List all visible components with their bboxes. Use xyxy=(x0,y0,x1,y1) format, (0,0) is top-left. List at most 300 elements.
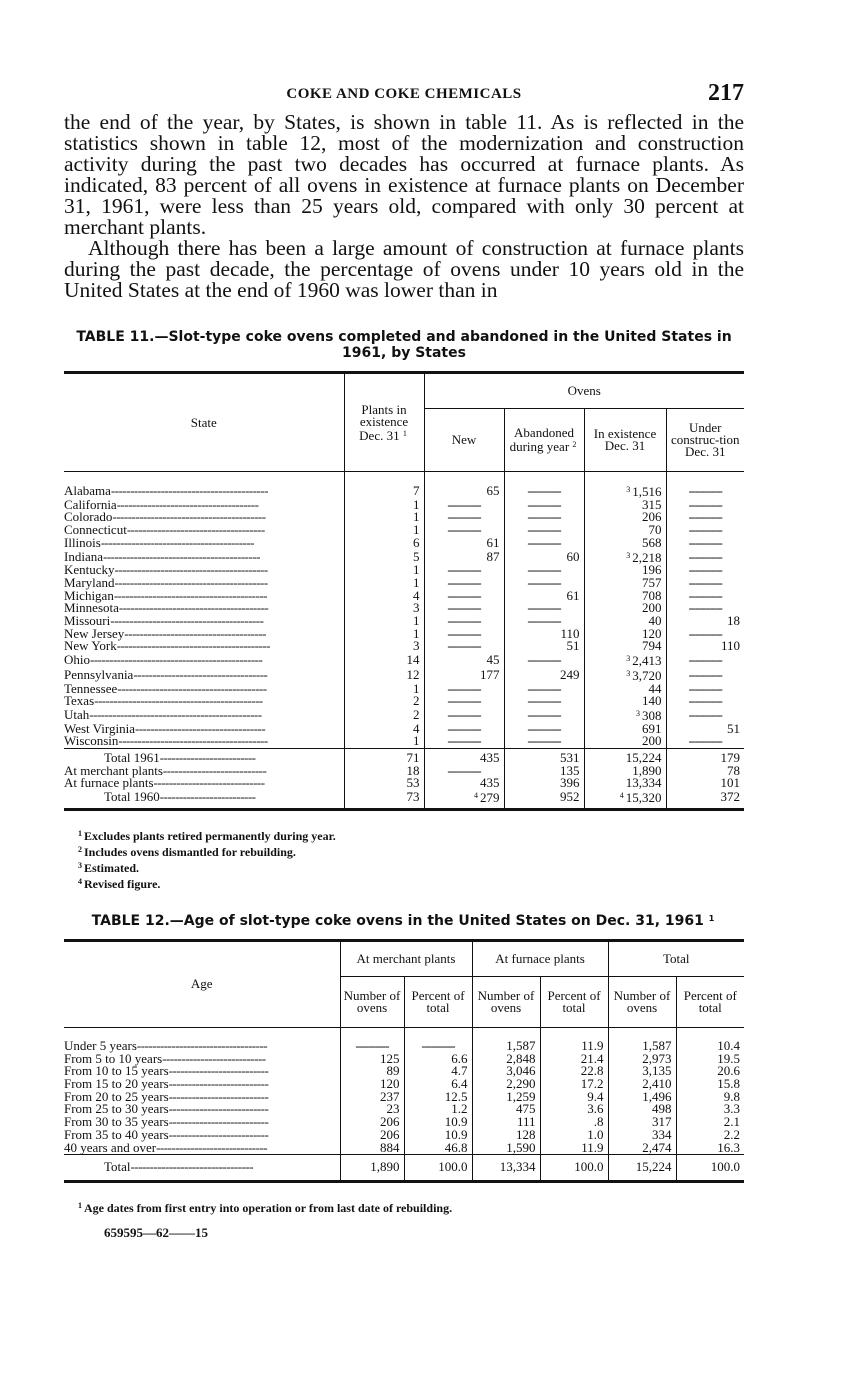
table-11-body xyxy=(64,472,744,749)
cell-f-pct: 11.9 xyxy=(540,1040,608,1053)
cell-existence-value: 757 xyxy=(642,574,662,590)
cell-m-num: 120 xyxy=(340,1078,404,1091)
cell-new: 435 xyxy=(424,749,504,765)
cell-existence-value: 206 xyxy=(642,509,662,525)
footnote-ref: 1 xyxy=(402,428,407,438)
leader-dots: ----------------------------------------- xyxy=(102,548,260,564)
cell-plants: 14 xyxy=(344,653,424,668)
leader-dots: ---------------------------------- xyxy=(136,1037,268,1053)
cell-new: ---------- xyxy=(424,765,504,778)
total-row xyxy=(64,790,744,809)
cell-f-num: 2,290 xyxy=(472,1078,540,1091)
cell-t-num: 15,224 xyxy=(608,1155,676,1182)
leader-dots: ----------------------------------------- xyxy=(110,483,268,498)
table-12-caption-text: TABLE 12.—Age of slot-type coke ovens in the United States on Dec. 31, 1961 xyxy=(91,912,704,929)
cell-new: ---------- xyxy=(424,524,504,537)
cell-new: ---------- xyxy=(424,511,504,524)
row-label-text: Illinois xyxy=(64,534,101,550)
cell-plants: 1 xyxy=(344,628,424,641)
cell-new: ---------- xyxy=(424,615,504,628)
row-label-text: Maryland xyxy=(64,574,115,590)
running-head xyxy=(64,78,744,112)
row-label-text: Texas xyxy=(64,693,95,709)
col-header-abandoned xyxy=(504,409,584,472)
cell-existence-value: 70 xyxy=(648,522,662,538)
cell-construction: ---------- xyxy=(666,537,744,550)
cell-construction: ---------- xyxy=(666,668,744,683)
footnote-ref: 3 xyxy=(636,708,640,718)
col-header-furnace: At furnace plants xyxy=(472,940,608,976)
cell-abandoned: ---------- xyxy=(504,735,584,748)
col-header-plants xyxy=(344,373,424,472)
table-12-body xyxy=(64,1027,744,1154)
cell-f-num: 475 xyxy=(472,1103,540,1116)
cell-construction: 372 xyxy=(666,790,744,809)
cell-new: ---------- xyxy=(424,723,504,736)
cell-abandoned: 60 xyxy=(504,550,584,565)
leader-dots: ------------------------- xyxy=(159,789,256,805)
cell-existence-value: 44 xyxy=(648,680,662,696)
cell-existence xyxy=(584,534,666,550)
cell-m-num: 206 xyxy=(340,1116,404,1129)
cell-abandoned: ---------- xyxy=(504,723,584,736)
cell-existence xyxy=(584,653,666,668)
leader-dots: ----------------------------- xyxy=(153,775,265,791)
cell-abandoned: ---------- xyxy=(504,499,584,512)
cell-plants: 18 xyxy=(344,765,424,778)
row-label-text: Connecticut xyxy=(64,522,127,538)
leader-dots: ------------------------------------ xyxy=(126,522,265,538)
footnote-ref: 3 xyxy=(626,550,631,560)
cell-new: ---------- xyxy=(424,499,504,512)
cell-plants: 5 xyxy=(344,550,424,565)
row-label-text: New Jersey xyxy=(64,625,125,641)
cell-abandoned: 61 xyxy=(504,590,584,603)
cell-t-pct: 2.2 xyxy=(676,1129,744,1142)
footnote-ref: 4 xyxy=(619,791,624,801)
footnote xyxy=(64,875,744,891)
cell-t-pct: 9.8 xyxy=(676,1091,744,1104)
row-label-text: Utah xyxy=(64,706,90,722)
cell-t-pct: 15.8 xyxy=(676,1078,744,1091)
cell-existence xyxy=(584,790,666,809)
leader-dots: ------------------------------------- xyxy=(124,625,266,641)
leader-dots: --------------------------------------- xyxy=(118,600,269,616)
cell-existence-value: 2,413 xyxy=(632,653,662,669)
row-label-text: New York xyxy=(64,638,117,654)
cell-new: ---------- xyxy=(424,564,504,577)
leader-dots: ------------------------------------- xyxy=(116,496,259,512)
leader-dots: ---------------------------------------- xyxy=(114,562,268,578)
cell-existence-value: 3,720 xyxy=(632,667,662,683)
col-header-number: Number of ovens xyxy=(472,976,540,1027)
cell-t-num: 334 xyxy=(608,1129,676,1142)
page-number: 217 xyxy=(708,80,744,106)
total-row xyxy=(64,1155,744,1182)
col-header-percent: Percent of total xyxy=(540,976,608,1027)
cell-plants: 3 xyxy=(344,602,424,615)
cell-construction: 179 xyxy=(666,749,744,765)
cell-plants: 7 xyxy=(344,484,424,499)
row-label-text: Missouri xyxy=(64,613,111,629)
footnote-ref: 2 xyxy=(572,440,577,449)
cell-f-num: 13,334 xyxy=(472,1155,540,1182)
leader-dots: --------------------------- xyxy=(162,1050,266,1066)
leader-dots: ---------------------------------------- xyxy=(112,509,266,525)
cell-abandoned: 396 xyxy=(504,777,584,790)
leader-dots: --------------------------------------- xyxy=(118,733,268,749)
cell-existence-value: 200 xyxy=(642,600,662,616)
cell-construction: ---------- xyxy=(666,564,744,577)
cell-plants: 1 xyxy=(344,564,424,577)
cell-construction: 101 xyxy=(666,777,744,790)
row-label-text: Indiana xyxy=(64,548,103,564)
cell-abandoned: ---------- xyxy=(504,615,584,628)
footnote-mark: 2 xyxy=(78,844,82,854)
cell-abandoned: ---------- xyxy=(504,484,584,499)
cell-f-pct: 9.4 xyxy=(540,1091,608,1104)
cell-construction: ---------- xyxy=(666,735,744,748)
leader-dots: -------------------------- xyxy=(168,1063,269,1079)
cell-m-pct: 6.4 xyxy=(404,1078,472,1091)
row-label-text: Colorado xyxy=(64,509,113,525)
cell-abandoned: 110 xyxy=(504,628,584,641)
footnote-text: Estimated. xyxy=(84,860,139,875)
cell-f-num: 1,259 xyxy=(472,1091,540,1104)
col-header-merchant: At merchant plants xyxy=(340,940,472,976)
cell-m-num: ---------- xyxy=(340,1040,404,1053)
spacer-cell xyxy=(344,472,424,485)
row-label-text: Ohio xyxy=(64,652,90,668)
row-label xyxy=(64,1155,340,1182)
row-label-text: At furnace plants xyxy=(64,775,154,791)
footnote-mark: 1 xyxy=(78,828,82,838)
cell-existence xyxy=(584,777,666,790)
cell-construction: ---------- xyxy=(666,602,744,615)
cell-existence xyxy=(584,735,666,748)
col-header-abandoned-text: Abandoned during year xyxy=(509,425,574,454)
cell-abandoned: ---------- xyxy=(504,653,584,668)
col-header-percent: Percent of total xyxy=(676,976,744,1027)
cell-t-pct: 19.5 xyxy=(676,1053,744,1066)
row-label-text: Wisconsin xyxy=(64,733,119,749)
cell-existence-value: 308 xyxy=(642,707,662,723)
cell-f-pct: .8 xyxy=(540,1116,608,1129)
cell-construction: ---------- xyxy=(666,484,744,499)
cell-existence-value: 120 xyxy=(642,625,662,641)
row-label-text: Under 5 years xyxy=(64,1037,137,1053)
leader-dots: ---------------------------------------- xyxy=(114,574,268,590)
leader-dots: ------------------------- xyxy=(159,750,256,766)
table-12-footnote xyxy=(64,1199,744,1215)
leader-dots: -------------------------- xyxy=(168,1114,269,1130)
cell-new: 61 xyxy=(424,537,504,550)
cell-existence-value: 196 xyxy=(642,562,662,578)
cell-t-pct: 20.6 xyxy=(676,1065,744,1078)
footnote-ref: 3 xyxy=(626,485,631,494)
col-header-construction: Under construc-tion Dec. 31 xyxy=(666,409,744,472)
cell-abandoned: 135 xyxy=(504,765,584,778)
cell-existence-value: 708 xyxy=(642,587,662,603)
leader-dots: --------------------------------------------- xyxy=(89,706,262,722)
cell-m-pct: 100.0 xyxy=(404,1155,472,1182)
cell-plants: 1 xyxy=(344,735,424,748)
row-label-text: From 35 to 40 years xyxy=(64,1126,169,1142)
cell-t-pct: 3.3 xyxy=(676,1103,744,1116)
document-page xyxy=(64,78,744,1241)
cell-m-num: 89 xyxy=(340,1065,404,1078)
cell-existence-value: 568 xyxy=(642,534,662,550)
footnote-text: Includes ovens dismantled for rebuilding. xyxy=(84,844,296,859)
row-label xyxy=(64,1139,340,1155)
footnote-mark: 1 xyxy=(78,1200,82,1210)
row-label-text: From 5 to 10 years xyxy=(64,1050,163,1066)
cell-construction: ---------- xyxy=(666,683,744,696)
table-12-totals xyxy=(64,1155,744,1182)
cell-construction: 78 xyxy=(666,765,744,778)
col-header-existence: In existence Dec. 31 xyxy=(584,409,666,472)
cell-plants: 4 xyxy=(344,723,424,736)
cell-m-num: 125 xyxy=(340,1053,404,1066)
cell-existence-value: 691 xyxy=(642,720,662,736)
cell-plants: 6 xyxy=(344,537,424,550)
leader-dots: --------------------------- xyxy=(162,762,267,778)
leader-dots: -------------------------- xyxy=(168,1101,269,1117)
body-text xyxy=(64,112,744,301)
cell-new: ---------- xyxy=(424,628,504,641)
cell-plants: 1 xyxy=(344,499,424,512)
leader-dots: -------------------------- xyxy=(168,1075,269,1091)
cell-t-num: 1,496 xyxy=(608,1091,676,1104)
leader-dots: -------------------------- xyxy=(168,1088,269,1104)
leader-dots: ---------------------------------------- xyxy=(100,534,255,550)
cell-construction: ---------- xyxy=(666,524,744,537)
cell-m-pct: 12.5 xyxy=(404,1091,472,1104)
row-label-text: Michigan xyxy=(64,587,114,603)
footnote xyxy=(64,1199,744,1215)
cell-abandoned: ---------- xyxy=(504,511,584,524)
row-label-text: 40 years and over xyxy=(64,1139,157,1155)
cell-construction: ---------- xyxy=(666,695,744,708)
leader-dots: ---------------------------------------- xyxy=(110,613,264,629)
cell-abandoned: 249 xyxy=(504,668,584,683)
table-11 xyxy=(64,371,744,811)
paragraph: the end of the year, by States, is shown in table 11. As is reflected in the statistics shown in table 12, most of the modernization and construction activity during the past two decades has occurred at furnace plants. As indicated, 83 percent of all ovens in existence at furnace plants on December 31, 1961, were less than 25 years old, compared with only 30 percent at merchant plants. xyxy=(64,110,744,239)
cell-m-pct: 46.8 xyxy=(404,1142,472,1155)
cell-new: 435 xyxy=(424,777,504,790)
cell-existence-value: 1,890 xyxy=(632,762,662,778)
footnote-ref: 1 xyxy=(708,913,715,923)
cell-new: ---------- xyxy=(424,577,504,590)
cell-new: ---------- xyxy=(424,695,504,708)
leader-dots: ----------------------------- xyxy=(156,1139,268,1155)
footnote-text: Revised figure. xyxy=(84,876,161,891)
cell-existence-value: 40 xyxy=(648,613,662,629)
leader-dots: -------------------------------------------- xyxy=(94,693,263,709)
spacer-cell xyxy=(584,472,666,485)
cell-construction: ---------- xyxy=(666,577,744,590)
cell-m-pct: ---------- xyxy=(404,1040,472,1053)
col-header-number: Number of ovens xyxy=(608,976,676,1027)
cell-t-pct: 16.3 xyxy=(676,1142,744,1155)
row-label-text: From 20 to 25 years xyxy=(64,1088,169,1104)
cell-t-num: 3,135 xyxy=(608,1065,676,1078)
cell-existence xyxy=(584,640,666,653)
cell-new xyxy=(424,790,504,809)
cell-new-value: 279 xyxy=(480,790,500,806)
cell-construction: ---------- xyxy=(666,708,744,723)
col-header-plants-text: Plants in existence Dec. 31 xyxy=(359,401,409,443)
cell-construction: 110 xyxy=(666,640,744,653)
cell-t-num: 2,474 xyxy=(608,1142,676,1155)
row-label xyxy=(64,790,344,809)
footnote-ref: 3 xyxy=(626,668,631,678)
footnote-ref: 3 xyxy=(626,654,631,664)
cell-f-pct: 17.2 xyxy=(540,1078,608,1091)
cell-construction: 18 xyxy=(666,615,744,628)
cell-f-num: 2,848 xyxy=(472,1053,540,1066)
row-label-text: Kentucky xyxy=(64,562,115,578)
table-12 xyxy=(64,939,744,1183)
leader-dots: -------------------------------- xyxy=(130,1159,254,1175)
cell-m-pct: 4.7 xyxy=(404,1065,472,1078)
footnote-mark: 3 xyxy=(78,860,82,870)
leader-dots: ---------------------------------- xyxy=(135,720,266,736)
footnote xyxy=(64,843,744,859)
footnote-ref: 4 xyxy=(474,791,478,801)
cell-existence xyxy=(584,695,666,708)
cell-new: ---------- xyxy=(424,640,504,653)
cell-t-num: 1,587 xyxy=(608,1040,676,1053)
running-title: COKE AND COKE CHEMICALS xyxy=(286,86,522,102)
row-label-text: From 10 to 15 years xyxy=(64,1063,169,1079)
row-label-text: Total 1961 xyxy=(104,750,160,766)
row-label xyxy=(64,735,344,748)
cell-t-num: 2,410 xyxy=(608,1078,676,1091)
cell-t-pct: 2.1 xyxy=(676,1116,744,1129)
row-label-text: From 25 to 30 years xyxy=(64,1101,169,1117)
cell-abandoned: 51 xyxy=(504,640,584,653)
cell-construction: ---------- xyxy=(666,590,744,603)
cell-m-num: 884 xyxy=(340,1142,404,1155)
col-header-number: Number of ovens xyxy=(340,976,404,1027)
cell-new: ---------- xyxy=(424,735,504,748)
footnote-text: Age dates from first entry into operation or from last date of rebuilding. xyxy=(84,1200,453,1215)
cell-plants: 2 xyxy=(344,708,424,723)
col-header-total: Total xyxy=(608,940,744,976)
table-11-caption: TABLE 11.—Slot-type coke ovens completed and abandoned in the United States in 1961, by States xyxy=(76,329,732,361)
cell-new: ---------- xyxy=(424,590,504,603)
table-11-totals xyxy=(64,749,744,810)
cell-t-num: 317 xyxy=(608,1116,676,1129)
cell-f-pct: 100.0 xyxy=(540,1155,608,1182)
cell-plants: 71 xyxy=(344,749,424,765)
cell-new: 65 xyxy=(424,484,504,499)
cell-construction: ---------- xyxy=(666,511,744,524)
cell-existence-value: 15,320 xyxy=(625,790,662,806)
cell-new: ---------- xyxy=(424,602,504,615)
cell-existence-value: 794 xyxy=(642,638,662,654)
row-label-text: Alabama xyxy=(64,483,111,498)
cell-m-pct: 6.6 xyxy=(404,1053,472,1066)
paragraph: Although there has been a large amount of construction at furnace plants during the past decade, the percentage of ovens under 10 years old in the United States at the end of 1960 was lower than in xyxy=(64,236,744,302)
cell-f-num: 111 xyxy=(472,1116,540,1129)
cell-plants: 12 xyxy=(344,668,424,683)
printer-line: 659595—62——15 xyxy=(104,1224,208,1240)
footnote-mark: 4 xyxy=(78,876,82,886)
cell-t-pct: 10.4 xyxy=(676,1040,744,1053)
cell-construction: 51 xyxy=(666,723,744,736)
cell-existence-value: 15,224 xyxy=(625,750,662,766)
row-label-text: Total 1960 xyxy=(104,789,160,805)
cell-construction: ---------- xyxy=(666,628,744,641)
cell-abandoned: ---------- xyxy=(504,537,584,550)
col-header-ovens: Ovens xyxy=(424,373,744,409)
cell-plants: 1 xyxy=(344,577,424,590)
cell-existence-value: 315 xyxy=(642,496,662,512)
cell-new: 45 xyxy=(424,653,504,668)
cell-m-num: 206 xyxy=(340,1129,404,1142)
table-12-caption xyxy=(64,911,744,929)
row-label-text: West Virginia xyxy=(64,720,135,736)
row-label-text: Pennsylvania xyxy=(64,666,134,682)
cell-f-num: 3,046 xyxy=(472,1065,540,1078)
cell-f-pct: 1.0 xyxy=(540,1129,608,1142)
cell-t-num: 2,973 xyxy=(608,1053,676,1066)
leader-dots: ---------------------------------------- xyxy=(116,638,270,654)
cell-f-pct: 3.6 xyxy=(540,1103,608,1116)
footnote-text: Excludes plants retired permanently during year. xyxy=(84,828,336,843)
cell-existence-value: 13,334 xyxy=(625,775,662,791)
cell-construction: ---------- xyxy=(666,550,744,565)
cell-plants: 1 xyxy=(344,524,424,537)
cell-m-num: 23 xyxy=(340,1103,404,1116)
row-label-text: Total xyxy=(104,1159,131,1175)
table-11-footnotes xyxy=(64,827,744,891)
cell-existence-value: 200 xyxy=(642,733,662,749)
cell-plants: 1 xyxy=(344,615,424,628)
cell-existence-value: 1,516 xyxy=(632,484,662,499)
col-header-state: State xyxy=(64,373,344,472)
cell-abandoned: ---------- xyxy=(504,602,584,615)
row-label-text: Tennessee xyxy=(64,680,118,696)
cell-m-pct: 1.2 xyxy=(404,1103,472,1116)
row-label-text: At merchant plants xyxy=(64,762,163,778)
leader-dots: ----------------------------------- xyxy=(133,666,268,682)
cell-plants: 2 xyxy=(344,695,424,708)
leader-dots: --------------------------------------------- xyxy=(90,652,263,668)
cell-plants: 3 xyxy=(344,640,424,653)
table-row xyxy=(64,1142,744,1155)
cell-m-num: 1,890 xyxy=(340,1155,404,1182)
cell-f-pct: 22.8 xyxy=(540,1065,608,1078)
cell-existence-value: 140 xyxy=(642,693,662,709)
cell-abandoned: ---------- xyxy=(504,524,584,537)
cell-plants: 1 xyxy=(344,683,424,696)
cell-construction: ---------- xyxy=(666,653,744,668)
cell-m-pct: 10.9 xyxy=(404,1116,472,1129)
cell-new: ---------- xyxy=(424,683,504,696)
row-label xyxy=(64,653,344,668)
cell-abandoned: ---------- xyxy=(504,577,584,590)
cell-abandoned: 952 xyxy=(504,790,584,809)
cell-abandoned: 531 xyxy=(504,749,584,765)
row-label-text: From 30 to 35 years xyxy=(64,1114,169,1130)
footnote xyxy=(64,859,744,875)
cell-f-num: 1,587 xyxy=(472,1040,540,1053)
leader-dots: --------------------------------------- xyxy=(117,680,267,696)
table-row xyxy=(64,653,744,668)
